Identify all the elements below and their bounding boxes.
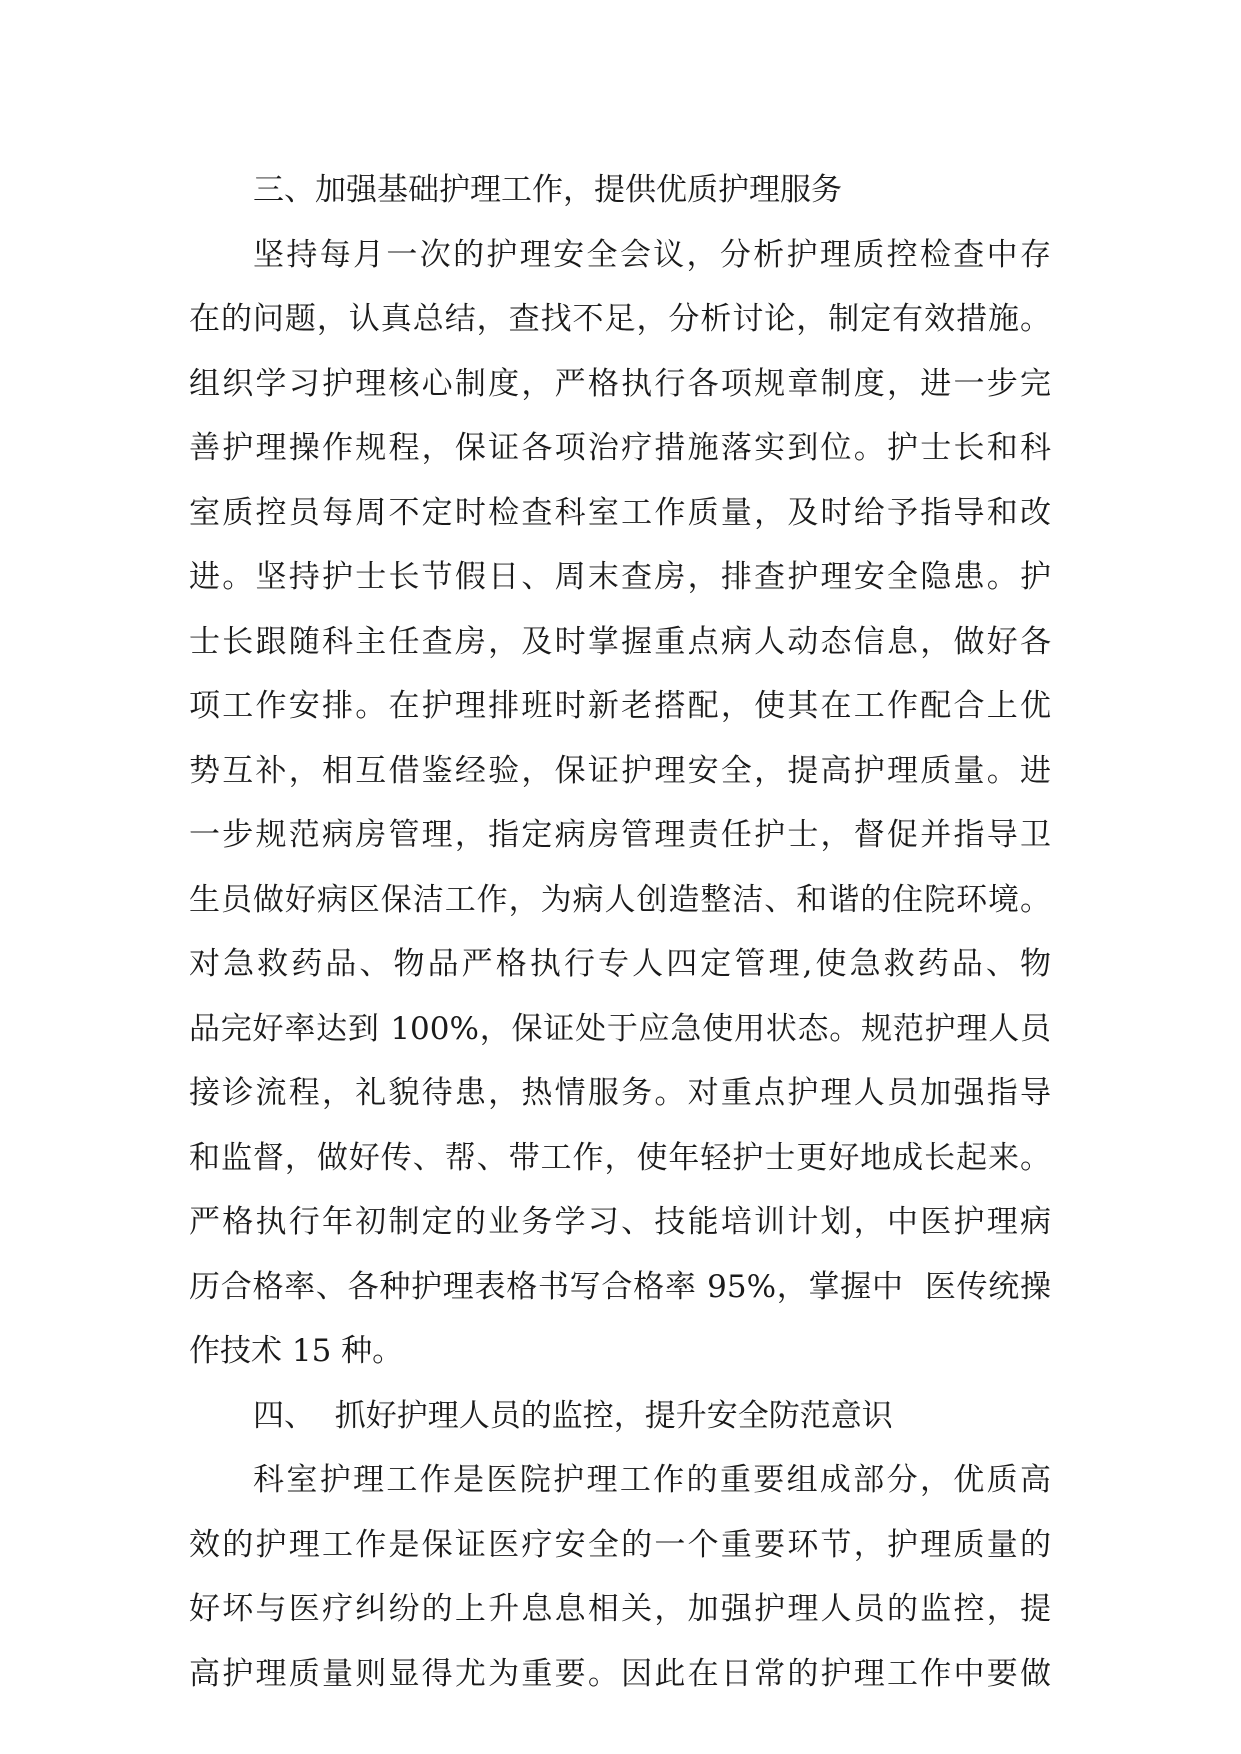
paragraph-line: 势互补，相互借鉴经验，保证护理安全，提高护理质量。进 — [189, 752, 1051, 789]
paragraph-line: 作技术 15 种。 — [189, 1333, 404, 1369]
paragraph-line: 室质控员每周不定时检查科室工作质量，及时给予指导和改 — [189, 494, 1051, 531]
paragraph-line: 接诊流程，礼貌待患，热情服务。对重点护理人员加强指导 — [189, 1075, 1051, 1111]
paragraph-line: 效的护理工作是保证医疗安全的一个重要环节，护理质量的 — [189, 1526, 1051, 1563]
paragraph-line: 组织学习护理核心制度，严格执行各项规章制度，进一步完 — [189, 365, 1051, 402]
paragraph-line: 在的问题，认真总结，查找不足，分析讨论，制定有效措施。 — [189, 301, 1051, 337]
paragraph-line: 进。坚持护士长节假日、周末查房，排查护理安全隐患。护 — [189, 559, 1051, 595]
paragraph-line: 科室护理工作是医院护理工作的重要组成部分，优质高 — [253, 1462, 1051, 1498]
paragraph-line: 对急救药品、物品严格执行专人四定管理,使急救药品、物 — [189, 946, 1051, 982]
paragraph-line: 项工作安排。在护理排班时新老搭配，使其在工作配合上优 — [189, 688, 1051, 724]
paragraph-line: 坚持每月一次的护理安全会议，分析护理质控检查中存 — [253, 236, 1051, 273]
paragraph-line: 善护理操作规程，保证各项治疗措施落实到位。护士长和科 — [189, 430, 1051, 466]
paragraph-line: 高护理质量则显得尤为重要。因此在日常的护理工作中要做 — [189, 1655, 1051, 1692]
section-heading-3: 三、加强基础护理工作，提供优质护理服务 — [253, 172, 842, 208]
paragraph-line: 品完好率达到 100%，保证处于应急使用状态。规范护理人员 — [189, 1010, 1051, 1047]
paragraph-line: 生员做好病区保洁工作，为病人创造整洁、和谐的住院环境。 — [189, 881, 1051, 918]
section-heading-4: 四、 抓好护理人员的监控，提升安全防范意识 — [253, 1397, 893, 1434]
paragraph-line: 士长跟随科主任查房，及时掌握重点病人动态信息，做好各 — [189, 623, 1051, 660]
paragraph-line: 好坏与医疗纠纷的上升息息相关，加强护理人员的监控，提 — [189, 1591, 1051, 1627]
paragraph-line: 历合格率、各种护理表格书写合格率 95%，掌握中 医传统操 — [189, 1268, 1051, 1305]
paragraph-line: 一步规范病房管理，指定病房管理责任护士，督促并指导卫 — [189, 817, 1051, 853]
body-text — [189, 158, 1051, 1706]
paragraph-line: 严格执行年初制定的业务学习、技能培训计划，中医护理病 — [189, 1204, 1051, 1240]
paragraph-line: 和监督，做好传、帮、带工作，使年轻护士更好地成长起来。 — [189, 1139, 1051, 1176]
